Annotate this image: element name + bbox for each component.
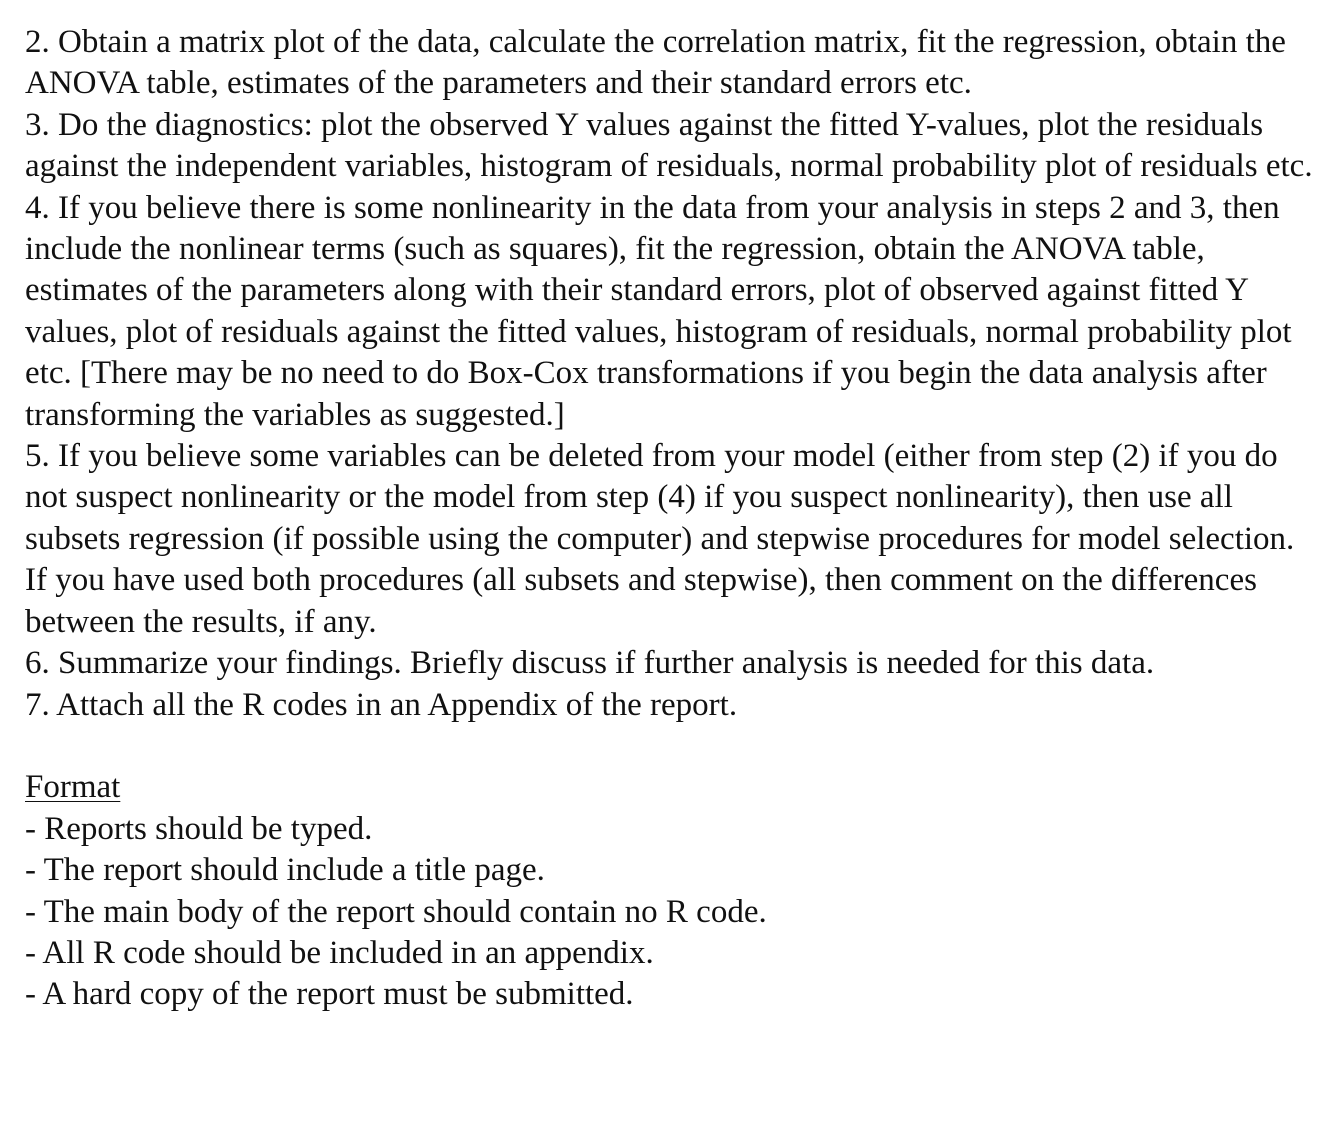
format-section bbox=[25, 767, 1320, 1015]
document-body bbox=[25, 22, 1320, 1016]
step-4: 4. If you believe there is some nonlinearity in the data from your analysis in steps 2 and 3, then include the nonlinear terms (such as squares), fit the regression, obtain the ANOVA table, estimates of the parameters along with their standard errors, plot of observed against fitted Y values, plot of residuals against the fitted values, histogram of residuals, normal probability plot etc. [There may be no need to do Box-Cox transformations if you begin the data analysis after transforming the variables as suggested.] bbox=[25, 189, 1292, 433]
steps-list bbox=[25, 22, 1320, 726]
step-6: 6. Summarize your findings. Briefly discuss if further analysis is needed for this data. bbox=[25, 645, 1155, 682]
format-heading: Format bbox=[25, 769, 121, 806]
format-item: - A hard copy of the report must be submitted. bbox=[25, 976, 634, 1013]
format-item: - All R code should be included in an appendix. bbox=[25, 934, 654, 971]
step-2: 2. Obtain a matrix plot of the data, calculate the correlation matrix, fit the regression, obtain the ANOVA table, estimates of the parameters and their standard errors etc. bbox=[25, 24, 1286, 102]
format-item: - The main body of the report should contain no R code. bbox=[25, 893, 767, 930]
step-7: 7. Attach all the R codes in an Appendix of the report. bbox=[25, 686, 738, 723]
step-5: 5. If you believe some variables can be deleted from your model (either from step (2) if you do not suspect nonlinearity or the model from step (4) if you suspect nonlinearity), then use all subsets regression (if possible using the computer) and stepwise procedures for model selection. If you have used both procedures (all subsets and stepwise), then comment on the differences between the results, if any. bbox=[25, 438, 1295, 640]
step-3: 3. Do the diagnostics: plot the observed Y values against the fitted Y-values, plot the residuals against the independent variables, histogram of residuals, normal probability plot of residuals etc. bbox=[25, 106, 1313, 185]
format-item: - The report should include a title page. bbox=[25, 852, 545, 889]
section-spacer bbox=[25, 726, 1320, 767]
format-item: - Reports should be typed. bbox=[25, 810, 373, 847]
